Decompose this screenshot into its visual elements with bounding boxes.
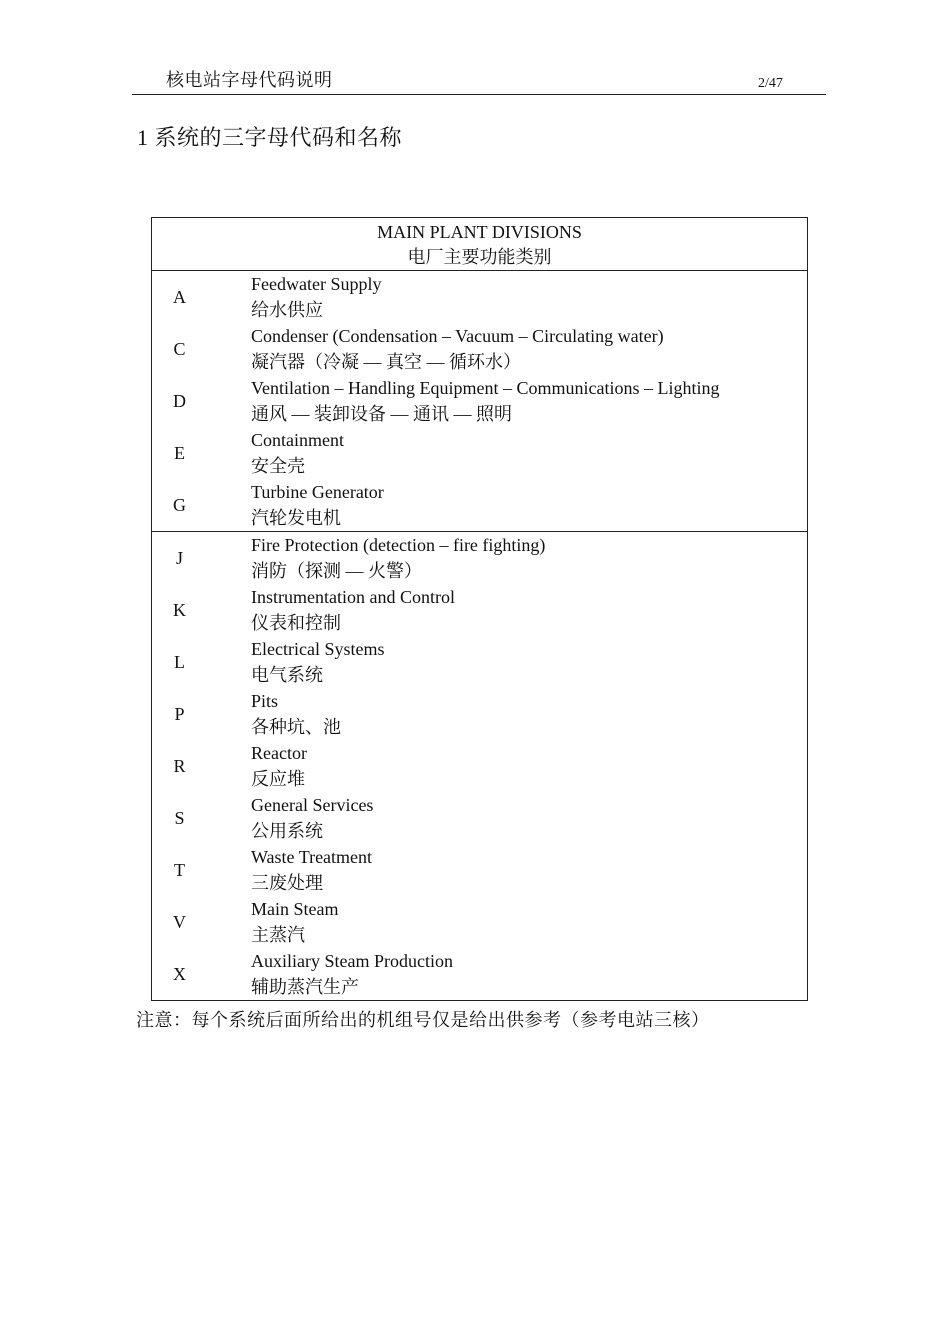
page-number: 2/47 [758, 76, 783, 91]
table-title-zh: 电厂主要功能类别 [407, 247, 552, 267]
division-code: V [173, 911, 186, 932]
division-name-en: Ventilation – Handling Equipment – Communications – Lighting [251, 378, 720, 398]
division-name-zh: 凝汽器（冷凝 — 真空 — 循环水） [251, 352, 521, 372]
division-names [251, 844, 807, 896]
table-row [152, 479, 807, 531]
division-name-en: Condenser (Condensation – Vacuum – Circulating water) [251, 326, 664, 346]
table-row-group [152, 532, 807, 1000]
table-row [152, 584, 807, 636]
division-code: J [175, 547, 183, 568]
table-row [152, 271, 807, 323]
division-name-en: General Services [251, 795, 374, 815]
division-name-zh: 仪表和控制 [251, 613, 341, 633]
footnote: 注意：每个系统后面所给出的机组号仅是给出供参考（参考电站三核） [136, 1010, 710, 1030]
table-title-en: MAIN PLANT DIVISIONS [377, 222, 582, 242]
table-row [152, 740, 807, 792]
division-name-zh: 汽轮发电机 [251, 508, 341, 528]
table-row [152, 688, 807, 740]
division-names [251, 479, 807, 531]
table-header [152, 218, 807, 271]
division-code: D [173, 390, 186, 411]
division-names [251, 948, 807, 1000]
table-row [152, 323, 807, 375]
header-divider [132, 94, 826, 95]
division-name-en: Fire Protection (detection – fire fighting) [251, 535, 546, 555]
document-title: 核电站字母代码说明 [166, 70, 333, 90]
division-name-en: Auxiliary Steam Production [251, 951, 453, 971]
division-name-zh: 消防（探测 — 火警） [251, 561, 422, 581]
division-names [251, 427, 807, 479]
table-row [152, 792, 807, 844]
division-code: E [174, 442, 185, 463]
division-name-zh: 公用系统 [251, 821, 323, 841]
division-name-en: Feedwater Supply [251, 274, 382, 294]
division-name-en: Instrumentation and Control [251, 587, 455, 607]
table-row [152, 948, 807, 1000]
table-row [152, 427, 807, 479]
division-code: C [173, 338, 186, 359]
division-name-en: Reactor [251, 743, 307, 763]
section-heading: 1 系统的三字母代码和名称 [137, 125, 403, 150]
table-row-group [152, 271, 807, 532]
division-code: K [173, 599, 186, 620]
division-names [251, 636, 807, 688]
table-row [152, 636, 807, 688]
division-name-zh: 安全壳 [251, 456, 305, 476]
division-name-zh: 主蒸汽 [251, 925, 305, 945]
division-name-en: Containment [251, 430, 344, 450]
division-names [251, 584, 807, 636]
division-names [251, 375, 807, 427]
table-row [152, 896, 807, 948]
division-name-zh: 电气系统 [251, 665, 323, 685]
division-code: X [173, 963, 186, 984]
division-names [251, 271, 807, 323]
division-names [251, 740, 807, 792]
division-names [251, 896, 807, 948]
division-name-zh: 三废处理 [251, 873, 323, 893]
division-names [251, 688, 807, 740]
division-code: R [173, 755, 186, 776]
division-name-en: Pits [251, 691, 279, 711]
table-row [152, 375, 807, 427]
division-code: T [174, 859, 185, 880]
division-name-zh: 给水供应 [251, 300, 323, 320]
division-names [251, 532, 807, 584]
division-name-zh: 反应堆 [251, 769, 305, 789]
division-name-en: Waste Treatment [251, 847, 373, 867]
main-plant-divisions-table [151, 217, 808, 1001]
division-name-zh: 通风 — 装卸设备 — 通讯 — 照明 [251, 404, 512, 424]
table-body [152, 271, 807, 1000]
division-name-zh: 辅助蒸汽生产 [251, 977, 359, 997]
table-row [152, 844, 807, 896]
division-code: L [174, 651, 185, 672]
division-code: P [174, 703, 185, 724]
table-row [152, 532, 807, 584]
division-name-en: Turbine Generator [251, 482, 384, 502]
division-code: A [173, 286, 186, 307]
division-name-zh: 各种坑、池 [251, 717, 341, 737]
division-code: G [173, 494, 186, 515]
division-code: S [174, 807, 185, 828]
division-name-en: Main Steam [251, 899, 339, 919]
division-names [251, 323, 807, 375]
division-names [251, 792, 807, 844]
division-name-en: Electrical Systems [251, 639, 385, 659]
